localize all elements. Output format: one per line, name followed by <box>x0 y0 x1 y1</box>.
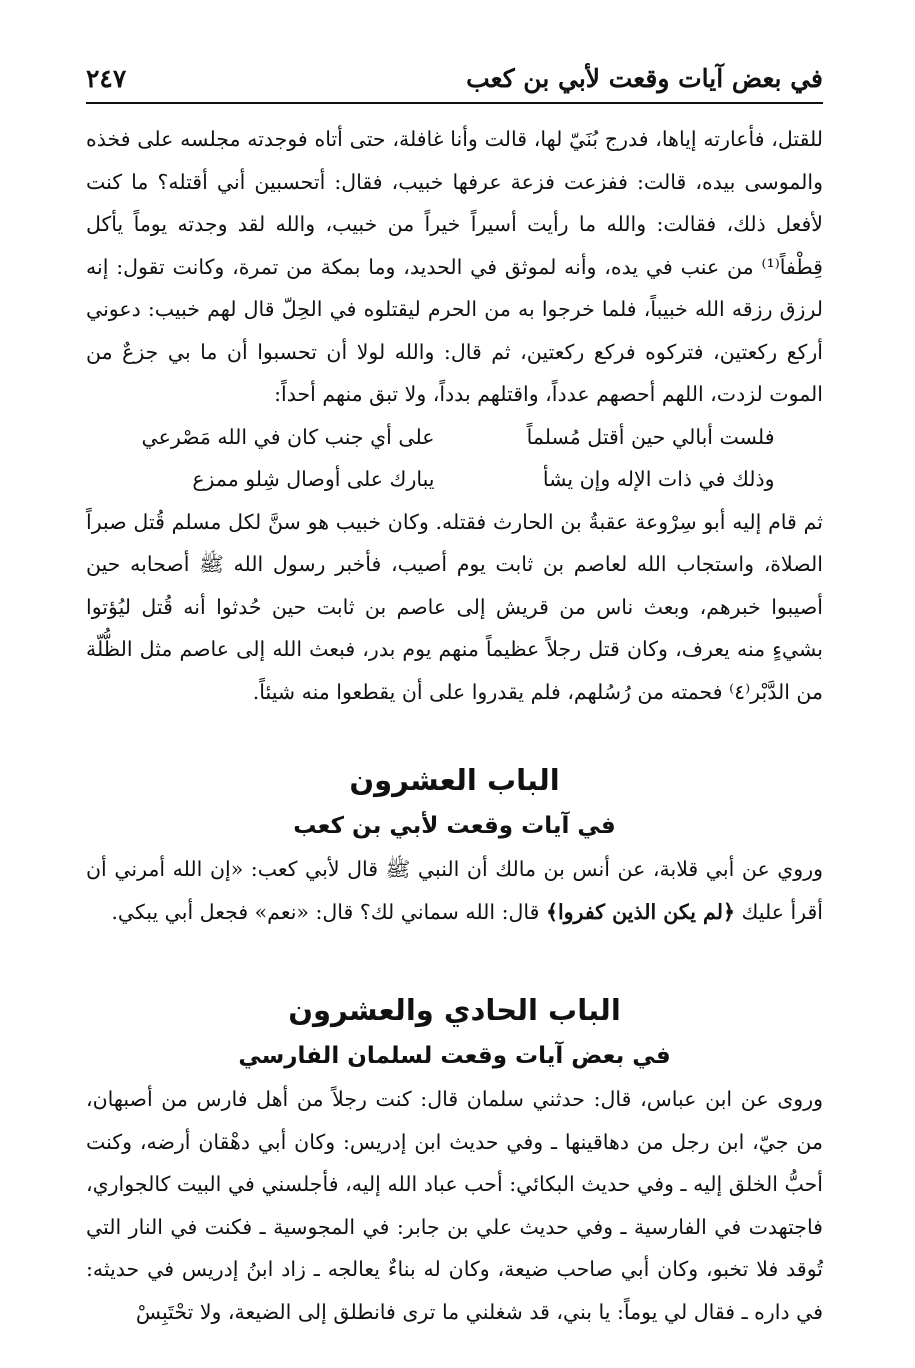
paragraph-text-after: قال: الله سماني لك؟ قال: «نعم» فجعل أبي يبكي. <box>111 899 546 924</box>
poem-verse <box>86 458 823 501</box>
poem-second-hemistich: على أي جنب كان في الله مَصْرعي <box>141 424 435 449</box>
chapter-title: الباب العشرون <box>349 763 560 797</box>
poem-verse <box>86 416 823 459</box>
running-title: في بعض آيات وقعت لأبي بن كعب <box>466 64 823 93</box>
quran-verse-quote: ﴿لم يكن الذين كفروا﴾ <box>545 899 735 924</box>
poem <box>86 416 823 501</box>
chapter-paragraph: وروى عن ابن عباس، قال: حدثني سلمان قال: كنت رجلاً من أهل فارس من أصبهان، من جيّ، ابن رجل من دهاقينها ـ وفي حديث ابن إدريس: وكان أبي دهْقان أرضه، وكنت أحبُّ الخلق إليه ـ وفي حديث البكائي: أحب عباد الله إليه، فأجلسني في البيت كالجواري، فاجتهدت في الفارسية ـ وفي حديث علي بن جابر: في المجوسية ـ فكنت في النار التي تُوقد فلا تخبو، وكان أبي صاحب ضيعة، وكان له بناءٌ يعالجه ـ زاد ابنُ إدريس في حديثه: في داره ـ فقال لي يوماً: يا بني، قد شغلني ما ترى فانطلق إلى الضيعة، ولا تحْتَبِسْ <box>86 1087 823 1324</box>
body-paragraph: للقتل، فأعارته إياها، فدرج بُنَيّ لها، قالت وأنا غافلة، حتى أتاه فوجدته مجلسه على فخذه والموسى بيده، قالت: ففزعت فزعة عرفها خبيب، فقال: أتحسبين أني أقتله؟ ما كنت لأفعل ذلك، فقالت: والله ما رأيت أسيراً خيراً من خبيب، والله لقد وجدته يوماً يأكل قِطْفاً⁽¹⁾ من عنب في يده، وأنه لموثق في الحديد، وما بمكة من تمرة، وكانت تقول: إنه لرزق رزقه الله خبيباً، فلما خرجوا به من الحرم ليقتلوه في الحِلّ قال لهم خبيب: دعوني أركع ركعتين، فتركوه فركع ركعتين، ثم قال: والله لولا أن تحسبوا أن ما بي جزعٌ من الموت لزدت، اللهم أحصهم عدداً، واقتلهم بدداً، ولا تبق منهم أحداً: <box>86 127 823 406</box>
page-number: ٢٤٧ <box>86 64 127 93</box>
body-paragraph: ثم قام إليه أبو سِرْوعة عقبةُ بن الحارث فقتله. وكان خبيب هو سنَّ لكل مسلم قُتل صبراً الصلاة، واستجاب الله لعاصم بن ثابت يوم أصيب، فأخبر رسول الله ﷺ أصحابه حين أصيبوا خبرهم، وبعث ناس من قريش إلى عاصم بن ثابت حين حُدثوا أنه قُتل ليُؤتوا بشيءٍ منه يعرف، وكان قتل رجلاً عظيماً منهم يوم بدر، فبعث الله إلى عاصم مثل الظُّلّة من الدَّبْر⁽٤⁾ فحمته من رُسُلهم، فلم يقدروا على أن يقطعوا منه شيئاً. <box>86 509 823 704</box>
chapter-paragraph <box>86 848 823 933</box>
continuation-section <box>86 118 823 713</box>
poem-second-hemistich: يبارك على أوصال شِلو ممزع <box>192 467 435 491</box>
paragraph-text-before: وروي عن أبي قلابة، عن أنس بن مالك أن النبي ﷺ قال لأبي كعب: «إن الله أمرني أن أقرأ عليك <box>86 857 823 924</box>
chapter-twenty <box>86 756 823 933</box>
chapter-subtitle: في آيات وقعت لأبي بن كعب <box>293 813 616 839</box>
chapter-subtitle: في بعض آيات وقعت لسلمان الفارسي <box>238 1043 671 1069</box>
page-header <box>86 62 823 104</box>
chapter-twenty-one <box>86 986 823 1333</box>
chapter-title: الباب الحادي والعشرون <box>288 993 621 1027</box>
poem-first-hemistich: فلست أبالي حين أقتل مُسلماً <box>526 424 775 449</box>
poem-first-hemistich: وذلك في ذات الإله وإن يشأ <box>542 467 775 491</box>
